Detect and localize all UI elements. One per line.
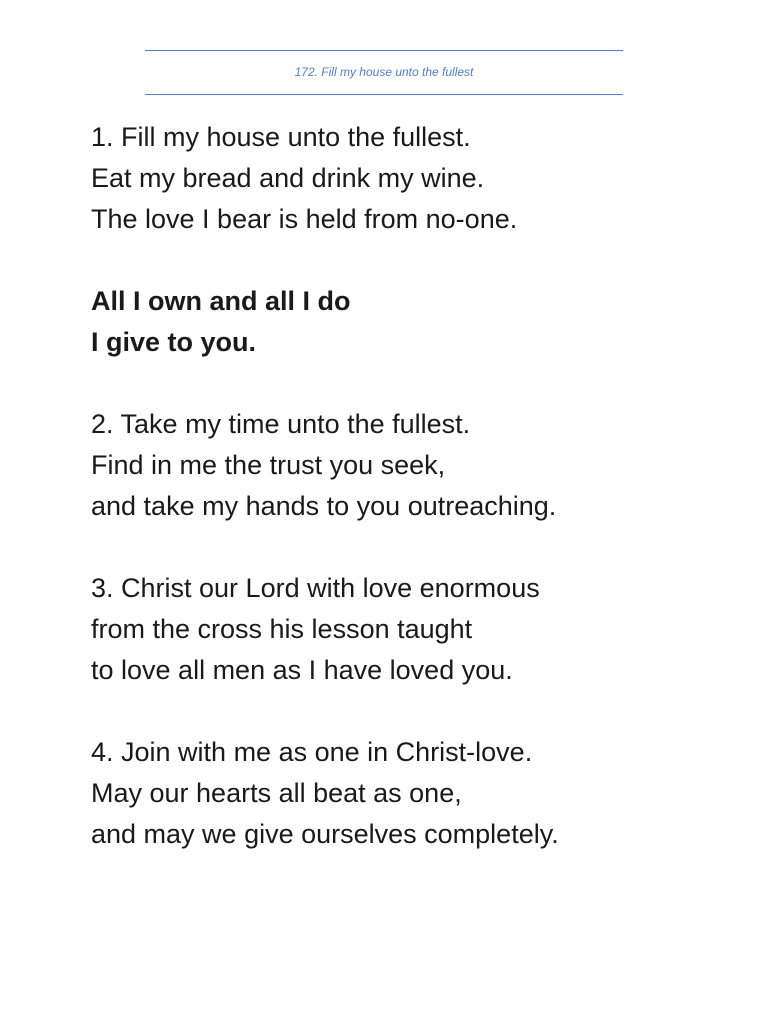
verse-3 [91, 568, 731, 691]
lyric-line: from the cross his lesson taught [91, 614, 473, 644]
lyric-line: Find in me the trust you seek, [91, 450, 446, 480]
page-header [145, 50, 623, 95]
verse-4 [91, 732, 731, 855]
lyric-line: and take my hands to you outreaching. [91, 491, 557, 521]
lyric-line: 1. Fill my house unto the fullest. [91, 122, 471, 152]
chorus-line: All I own and all I do [91, 286, 351, 316]
lyric-line: and may we give ourselves completely. [91, 819, 559, 849]
header-title: 172. Fill my house unto the fullest [294, 65, 474, 79]
lyric-line: to love all men as I have loved you. [91, 655, 513, 685]
lyric-line: The love I bear is held from no-one. [91, 204, 518, 234]
chorus [91, 281, 731, 363]
lyric-line: Eat my bread and drink my wine. [91, 163, 485, 193]
lyric-line: 2. Take my time unto the fullest. [91, 409, 471, 439]
lyric-line: May our hearts all beat as one, [91, 778, 462, 808]
lyric-line: 4. Join with me as one in Christ-love. [91, 737, 533, 767]
verse-1 [91, 117, 731, 240]
lyrics-body [91, 117, 731, 896]
lyric-line: 3. Christ our Lord with love enormous [91, 573, 540, 603]
verse-2 [91, 404, 731, 527]
chorus-line: I give to you. [91, 327, 257, 357]
